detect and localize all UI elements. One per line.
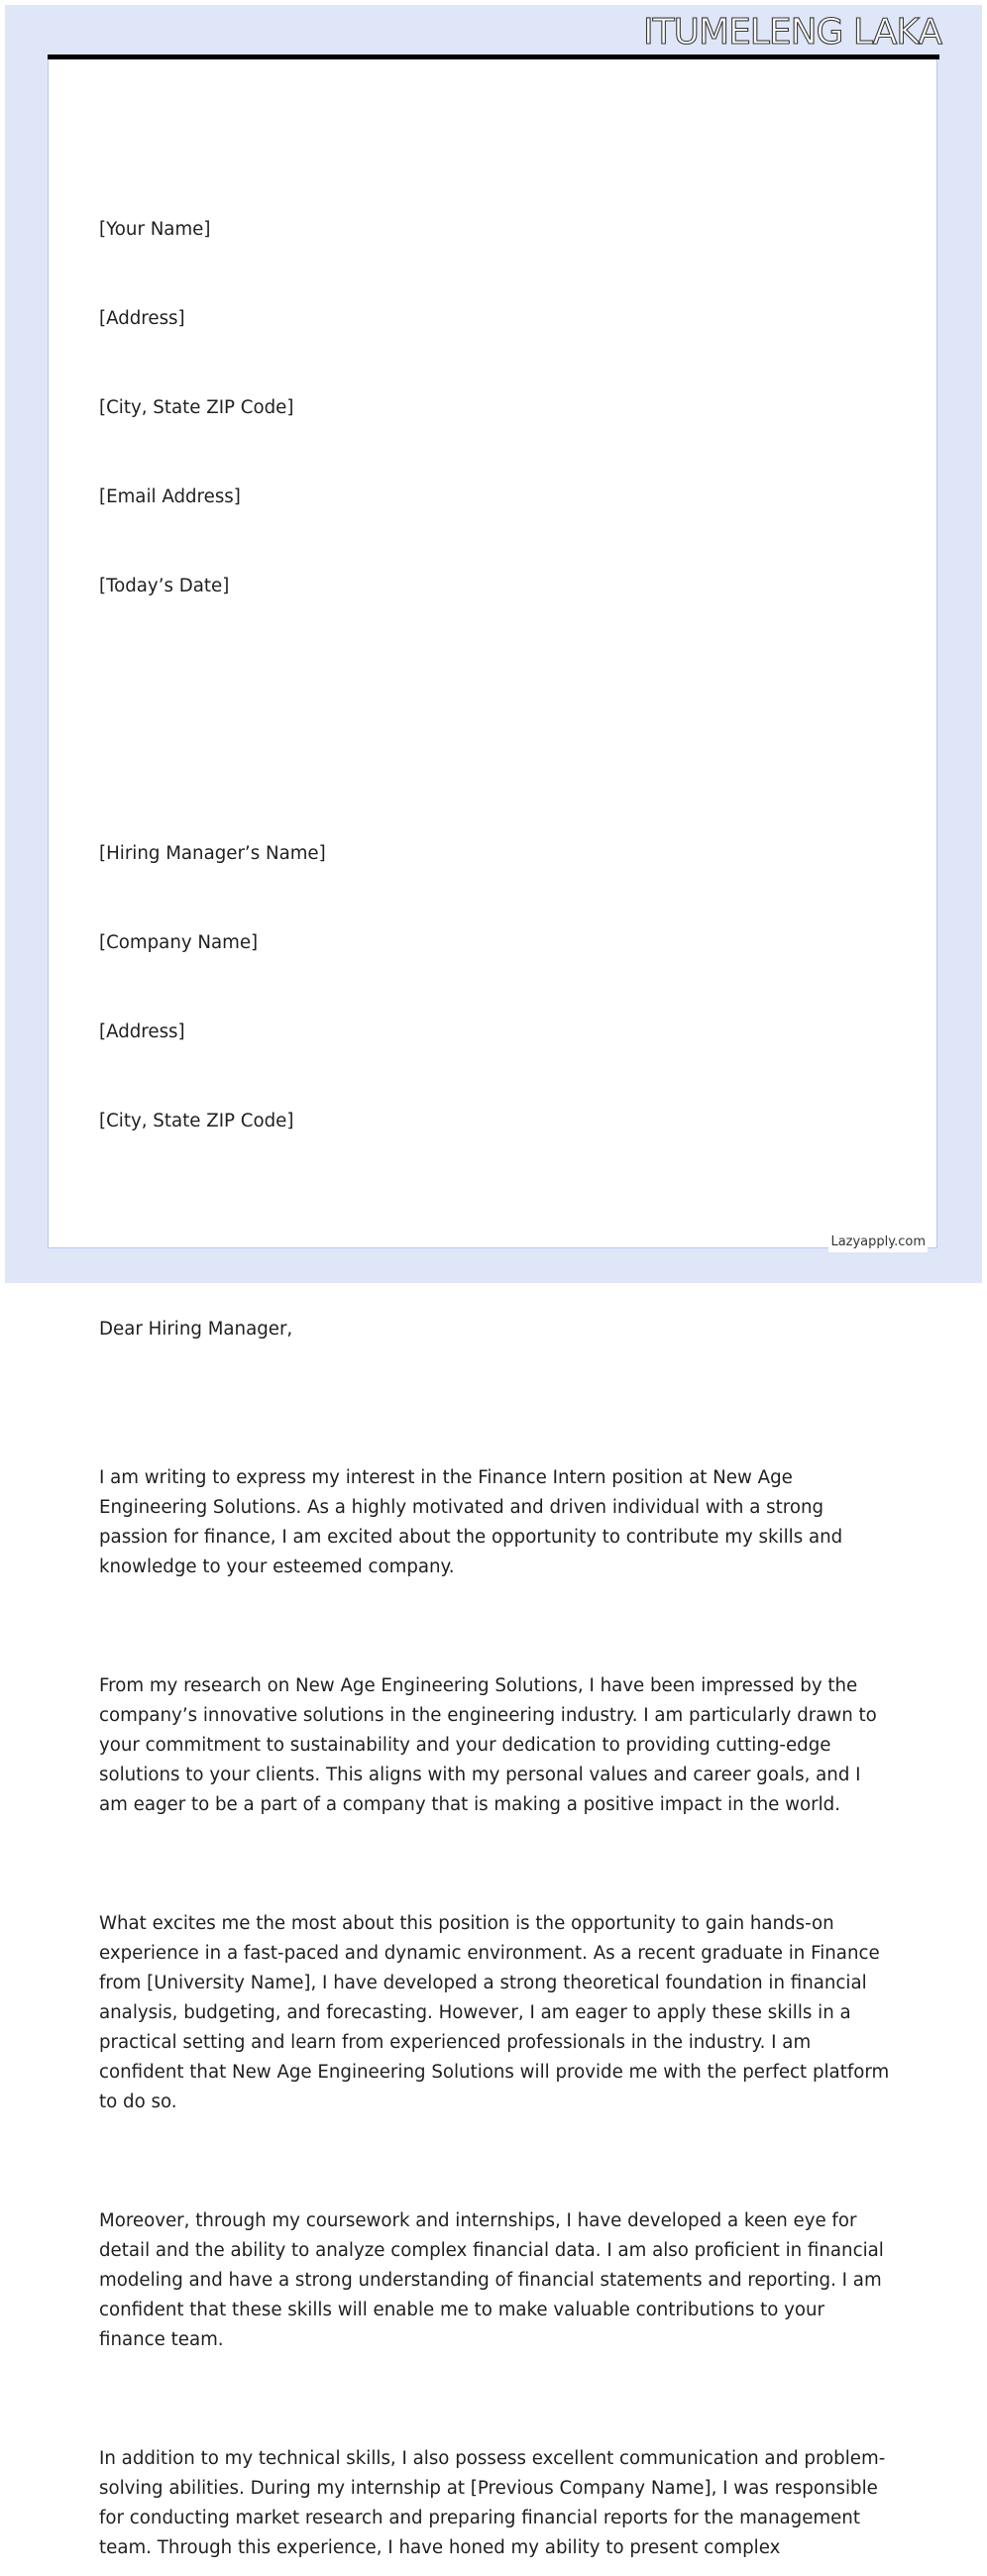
paragraph-5: In addition to my technical skills, I also possess excellent communication and problem-solving abilities. During my internship at [Previous Company Name], I was responsible for conducting market research and preparing financial reports for the management team. Through this experience, I have honed my ability to present complex [99, 2448, 886, 2558]
paragraph-2: From my research on New Age Engineering Solutions, I have been impressed by the company’s innovative solutions in the engineering industry. I am particularly drawn to your commitment to sustainability and your dedication to providing cutting-edge solutions to your clients. This aligns with my personal values and career goals, and I am eager to be a part of a company that is making a positive impact in the world. [99, 1675, 883, 1815]
sender-address: [Address] [99, 308, 185, 329]
paragraph-3: What excites me the most about this position is the opportunity to gain hands-on experience in a fast-paced and dynamic environment. As a recent graduate in Finance from [University Name], I have developed a strong theoretical foundation in financial analysis, budgeting, and forecasting. However, I am eager to apply these skills in a practical setting and learn from experienced professionals in the industry. I am confident that New Age Engineering Solutions will provide me with the perfect platform to do so. [99, 1913, 896, 2112]
letter-date: [Today’s Date] [99, 576, 230, 596]
watermark-text: Lazyapply.com [828, 1233, 928, 1252]
sender-name: [Your Name] [99, 219, 211, 240]
cover-letter-body [99, 96, 896, 2576]
sender-block [99, 156, 892, 661]
paragraph-1: I am writing to express my interest in the Finance Intern position at New Age Engineering Solutions. As a highly motivated and driven individual with a strong passion for finance, I am excited about the opportunity to contribute my skills and knowledge to your esteemed company. [99, 1467, 848, 1577]
recipient-address: [Address] [99, 1021, 185, 1042]
recipient-hiring-manager: [Hiring Manager’s Name] [99, 843, 326, 864]
sender-email: [Email Address] [99, 486, 241, 507]
salutation: Dear Hiring Manager, [99, 1319, 293, 1340]
paragraph-4: Moreover, through my coursework and internships, I have developed a keen eye for detail and the ability to analyze complex financial data. I am also proficient in financial modeling and have a strong understanding of financial statements and reporting. I am confident that these skills will enable me to make valuable contributions to your finance team. [99, 2210, 890, 2350]
header-name: ITUMELENG LAKA [643, 12, 941, 53]
recipient-block [99, 780, 892, 1196]
recipient-city-state-zip: [City, State ZIP Code] [99, 1111, 294, 1131]
sender-city-state-zip: [City, State ZIP Code] [99, 397, 294, 418]
recipient-company: [Company Name] [99, 932, 259, 953]
header-rule [48, 54, 939, 59]
